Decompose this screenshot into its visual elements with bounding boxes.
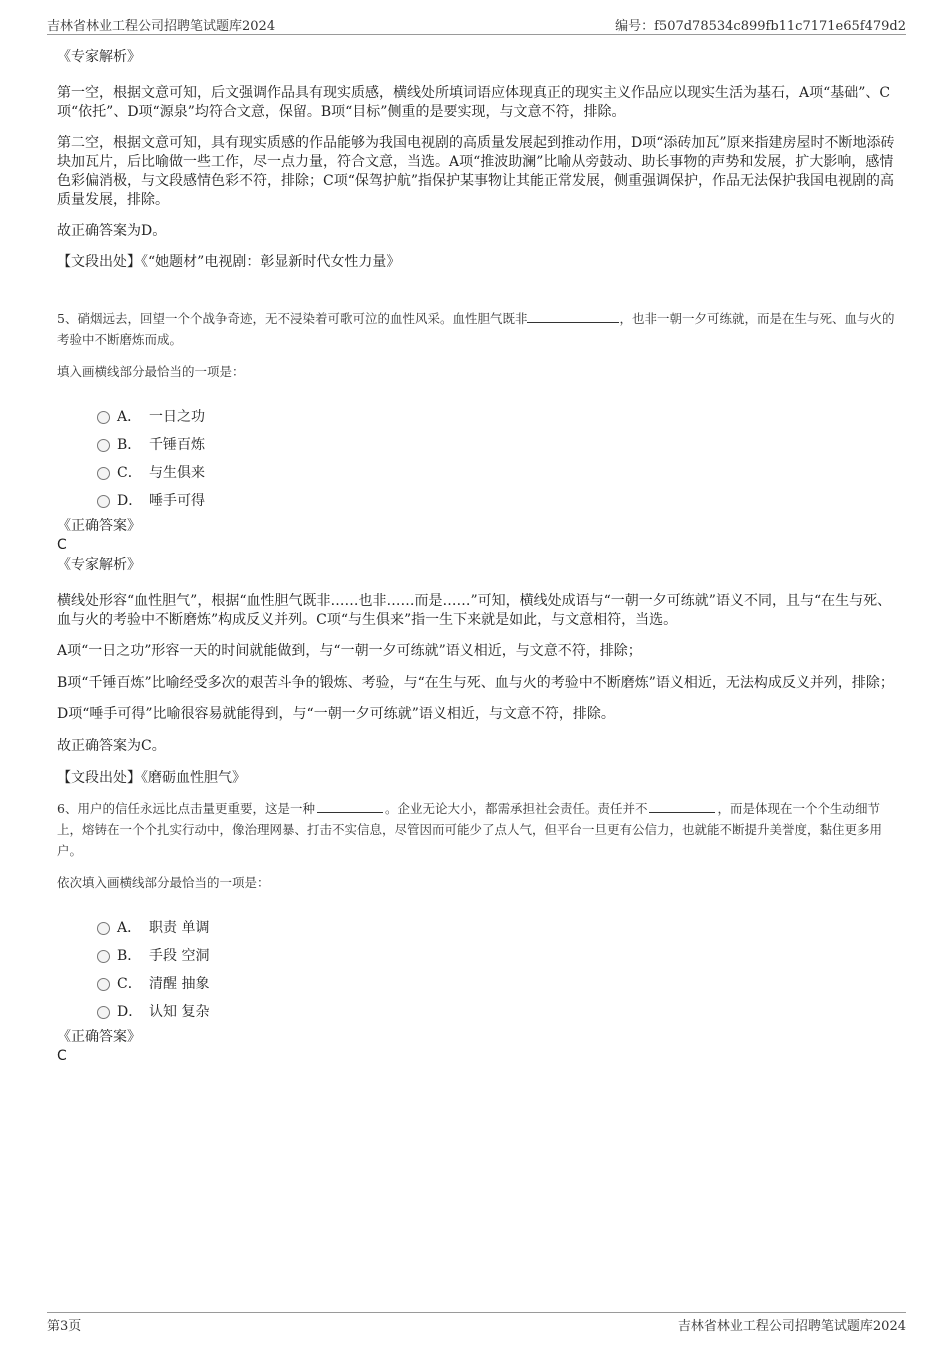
q6-option-d[interactable]: D． 认知 复杂 (57, 997, 902, 1025)
q5-analysis-para1: 横线处形容“血性胆气”，根据“血性胆气既非……也非……而是……”可知，横线处成语与“一朝一夕可练就”语义不同，且与“在生与死、血与火的考验中不断磨炼”构成反义并列。C项“与生俱来”指一生下来就是如此，与文意相符，当选。 (57, 593, 892, 628)
footer-title: 吉林省林业工程公司招聘笔试题库2024 (677, 1319, 906, 1334)
q6-option-a[interactable]: A． 职责 单调 (57, 913, 902, 941)
q6-option-c[interactable]: C． 清醒 抽象 (57, 969, 902, 997)
q6-prompt: 依次填入画横线部分最恰当的一项是： (57, 875, 270, 890)
q5-answer: C (57, 537, 67, 553)
q6-options (57, 913, 902, 1025)
q4-analysis-para1: 第一空，根据文意可知，后文强调作品具有现实质感，横线处所填词语应体现真正的现实主义作品应以现实生活为基石，A项“基础”、C项“依托”、D项“源泉”均符合文意，保留。B项“目标”侧重的是要实现，与文意不符，排除。 (57, 85, 891, 120)
q5-option-a[interactable]: A． 一日之功 (57, 402, 902, 430)
q5-analysis-label: 《专家解析》 (57, 557, 141, 573)
q4-analysis-para2: 第二空，根据文意可知，具有现实质感的作品能够为我国电视剧的高质量发展起到推动作用，D项“添砖加瓦”原来指建房屋时不断地添砖块加瓦片，后比喻做一些工作，尽一点力量，符合文意，当选。A项“推波助澜”比喻从旁鼓动、助长事物的声势和发展，扩大影响，感情色彩偏消极，与文段感情色彩不符，排除；C项“保驾护航”指保护某事物让其能正常发展，侧重强调保护，作品无法保护我国电视剧的高质量发展，排除。 (57, 135, 895, 208)
q4-conclusion: 故正确答案为D。 (57, 223, 167, 239)
q5-blank (527, 310, 619, 323)
q5-answer-label: 《正确答案》 (57, 518, 141, 534)
q5-stem: 5、硝烟远去，回望一个个战争奇迹，无不浸染着可歌可泣的血性风采。血性胆气既非 ，也非一朝一夕可练就，而是在生与死、血与火的考验中不断磨炼而成。 (57, 311, 895, 347)
q5-analysis-para3: B项“千锤百炼”比喻经受多次的艰苦斗争的锻炼、考验，与“在生与死、血与火的考验中不断磨炼”语义相近，无法构成反义并列，排除； (57, 675, 894, 691)
q6-stem: 6、用户的信任永远比点击量更重要，这是一种 。企业无论大小，都需承担社会责任。责任并不 ，而是体现在一个个生动细节上，熔铸在一个个扎实行动中，像治理网暴、打击不实信息，尽管因而可能少了点人气，但平台一旦更有公信力，也就能不断提升美誉度，黏住更多用户。 (57, 801, 883, 858)
q5-prompt: 填入画横线部分最恰当的一项是： (57, 364, 245, 379)
page-content (57, 48, 902, 1065)
footer-page-number: 第3页 (47, 1319, 82, 1334)
q5-source: 【文段出处】《磨砺血性胆气》 (57, 770, 246, 786)
radio-icon[interactable] (97, 467, 110, 480)
q6-option-b[interactable]: B． 手段 空洞 (57, 941, 902, 969)
q5-analysis-para4: D项“唾手可得”比喻很容易就能得到，与“一朝一夕可练就”语义相近，与文意不符，排除。 (57, 706, 615, 722)
header-doc-id: 编号：f507d78534c899fb11c7171e65f479d2 (615, 19, 906, 34)
q4-analysis-label: 《专家解析》 (57, 49, 141, 65)
radio-icon[interactable] (97, 922, 110, 935)
q6-answer: C (57, 1048, 67, 1064)
q5-option-b[interactable]: B． 千锤百炼 (57, 430, 902, 458)
q4-source: 【文段出处】《“她题材”电视剧：彰显新时代女性力量》 (57, 254, 401, 270)
header-title: 吉林省林业工程公司招聘笔试题库2024 (47, 19, 276, 34)
q5-conclusion: 故正确答案为C。 (57, 738, 166, 754)
radio-icon[interactable] (97, 495, 110, 508)
q5-option-c[interactable]: C． 与生俱来 (57, 458, 902, 486)
page-header (47, 14, 906, 35)
radio-icon[interactable] (97, 950, 110, 963)
page-footer (47, 1312, 906, 1335)
q5-options (57, 402, 902, 514)
radio-icon[interactable] (97, 411, 110, 424)
q6-blank-2 (649, 800, 715, 813)
radio-icon[interactable] (97, 439, 110, 452)
q5-option-d[interactable]: D． 唾手可得 (57, 486, 902, 514)
q6-blank-1 (317, 800, 383, 813)
q5-analysis-para2: A项“一日之功”形容一天的时间就能做到，与“一朝一夕可练就”语义相近，与文意不符，排除； (57, 643, 642, 659)
q6-answer-label: 《正确答案》 (57, 1029, 141, 1045)
radio-icon[interactable] (97, 1006, 110, 1019)
radio-icon[interactable] (97, 978, 110, 991)
